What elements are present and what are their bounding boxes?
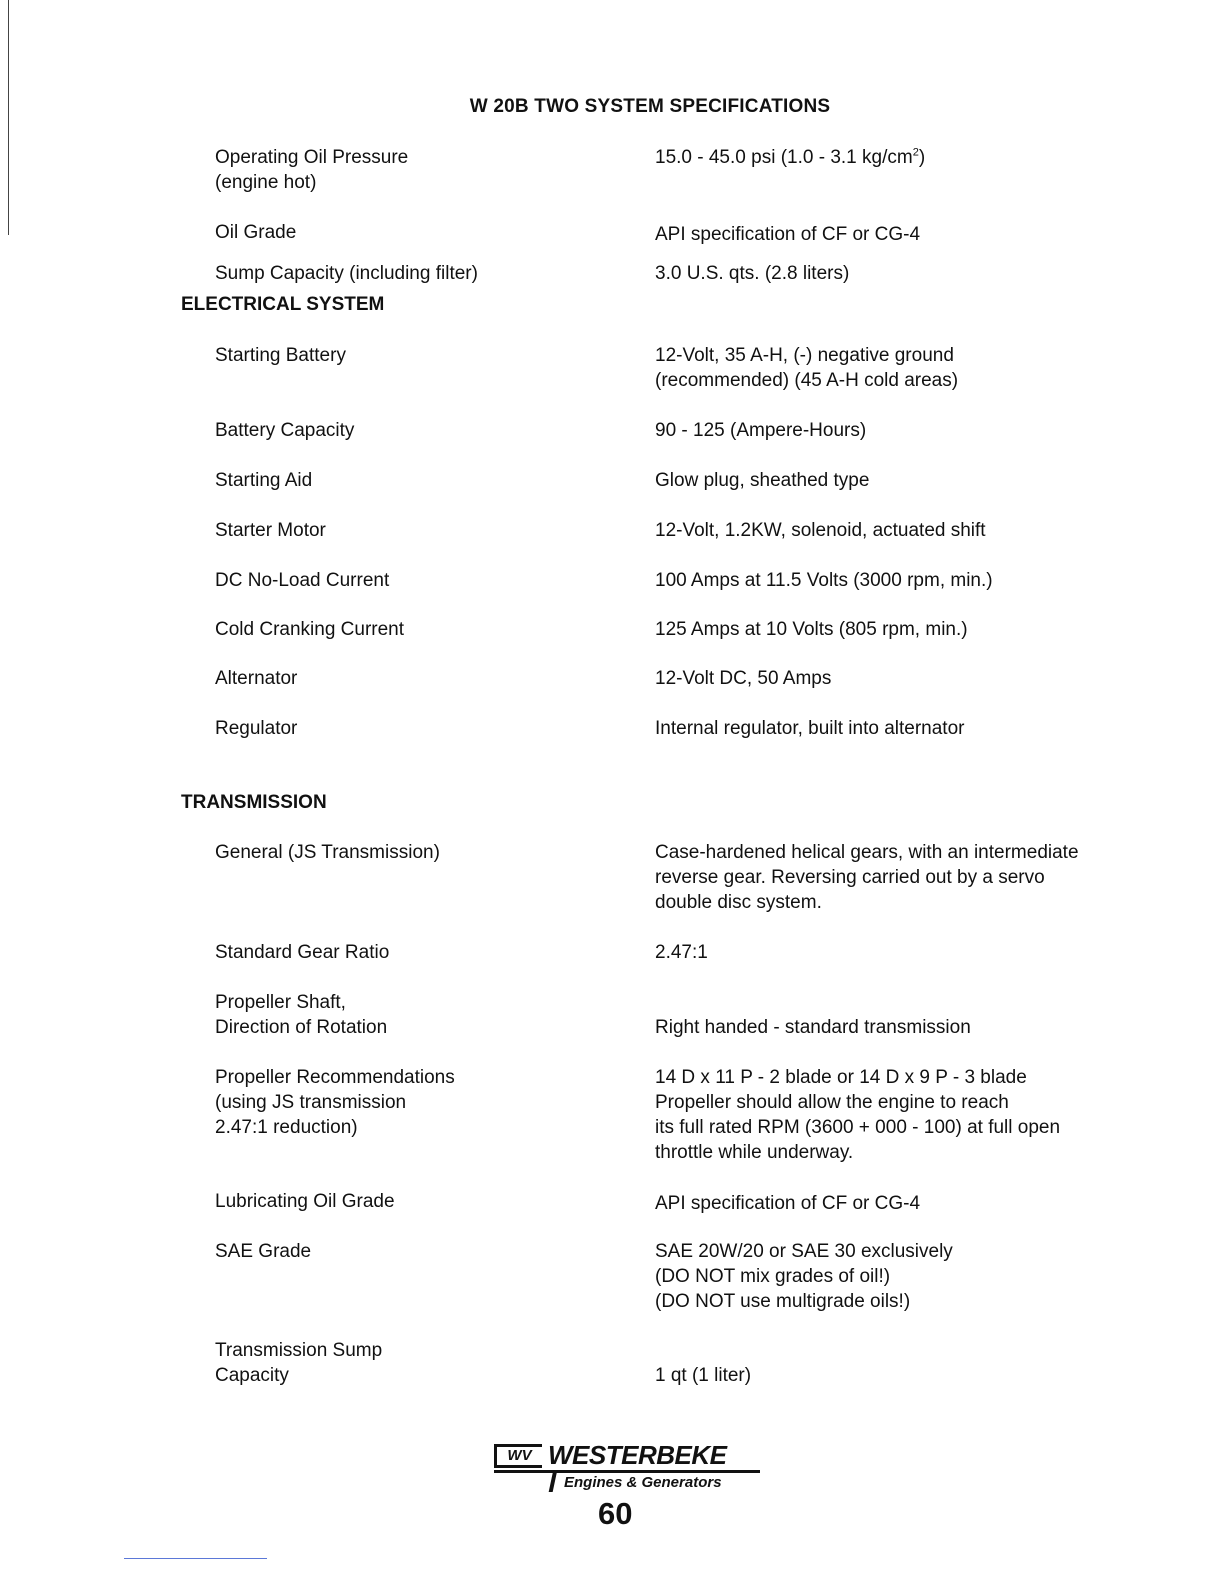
page-title: W 20B TWO SYSTEM SPECIFICATIONS bbox=[469, 96, 831, 117]
spec-label-alternator: Alternator bbox=[215, 668, 298, 689]
spec-value-starter-motor: 12-Volt, 1.2KW, solenoid, actuated shift bbox=[655, 520, 986, 541]
westerbeke-logo bbox=[494, 1438, 760, 1498]
spec-value-starting-battery: 12-Volt, 35 A-H, (-) negative ground (recommended) (45 A-H cold areas) bbox=[655, 345, 959, 391]
spec-value-alternator: 12-Volt DC, 50 Amps bbox=[655, 668, 832, 689]
spec-label-cold-cranking-current: Cold Cranking Current bbox=[215, 619, 405, 640]
section-heading-electrical: ELECTRICAL SYSTEM bbox=[181, 294, 385, 315]
bottom-divider bbox=[124, 1558, 267, 1559]
spec-label-transmission-sump-capacity: Transmission Sump Capacity bbox=[215, 1340, 383, 1386]
spec-value-cold-cranking-current: 125 Amps at 10 Volts (805 rpm, min.) bbox=[655, 619, 968, 640]
spec-value-general: Case-hardened helical gears, with an intermediate reverse gear. Reversing carried out by a servo double disc system. bbox=[655, 842, 1079, 913]
spec-value-dc-no-load-current: 100 Amps at 11.5 Volts (3000 rpm, min.) bbox=[655, 570, 993, 591]
spec-label-oil-pressure: Operating Oil Pressure (engine hot) bbox=[215, 147, 409, 193]
spec-label-starting-aid: Starting Aid bbox=[215, 470, 313, 491]
spec-value-gear-ratio: 2.47:1 bbox=[655, 942, 708, 963]
spec-label-propeller-recommendations: Propeller Recommendations (using JS transmission 2.47:1 reduction) bbox=[215, 1067, 455, 1138]
spec-value-propeller-recommendations: 14 D x 11 P - 2 blade or 14 D x 9 P - 3 blade Propeller should allow the engine to reach its full rated RPM (3600 + 000 - 100) at full open throttle while underway. bbox=[655, 1067, 1061, 1163]
spec-value-propeller-shaft: Right handed - standard transmission bbox=[655, 1017, 971, 1038]
spec-value-transmission-sump-capacity: 1 qt (1 liter) bbox=[655, 1365, 752, 1386]
spec-label-oil-grade: Oil Grade bbox=[215, 222, 297, 243]
spec-label-starting-battery: Starting Battery bbox=[215, 345, 346, 366]
spec-label-battery-capacity: Battery Capacity bbox=[215, 420, 355, 441]
logo-tagline: Engines & Generators bbox=[564, 1474, 722, 1491]
spec-value-starting-aid: Glow plug, sheathed type bbox=[655, 470, 870, 491]
spec-value-oil-grade: API specification of CF or CG-4 bbox=[655, 224, 921, 245]
spec-value-sae-grade: SAE 20W/20 or SAE 30 exclusively (DO NOT mix grades of oil!) (DO NOT use multigrade oils!) bbox=[655, 1241, 953, 1312]
logo-brand-name: WESTERBEKE bbox=[548, 1440, 727, 1470]
spec-label-sae-grade: SAE Grade bbox=[215, 1241, 312, 1262]
spec-label-gear-ratio: Standard Gear Ratio bbox=[215, 942, 390, 963]
spec-value-oil-pressure: 15.0 - 45.0 psi (1.0 - 3.1 $kg/cm^2$) bbox=[655, 146, 926, 168]
spec-label-regulator: Regulator bbox=[215, 718, 298, 739]
logo-slant-bar bbox=[549, 1470, 558, 1492]
spec-value-battery-capacity: 90 - 125 (Ampere-Hours) bbox=[655, 420, 867, 441]
logo-underline bbox=[494, 1470, 760, 1473]
spec-label-dc-no-load-current: DC No-Load Current bbox=[215, 570, 390, 591]
section-heading-transmission: TRANSMISSION bbox=[181, 792, 327, 813]
page-number: 60 bbox=[598, 1496, 633, 1531]
spec-label-lubricating-oil-grade: Lubricating Oil Grade bbox=[215, 1191, 395, 1212]
spec-value-lubricating-oil-grade: API specification of CF or CG-4 bbox=[655, 1193, 921, 1214]
spec-label-sump-capacity: Sump Capacity (including filter) bbox=[215, 263, 478, 284]
spec-label-general: General (JS Transmission) bbox=[215, 842, 440, 863]
logo-mark-icon: WV bbox=[494, 1444, 542, 1468]
spec-value-sump-capacity: 3.0 U.S. qts. (2.8 liters) bbox=[655, 263, 850, 284]
spec-value-regulator: Internal regulator, built into alternator bbox=[655, 718, 965, 739]
spec-label-starter-motor: Starter Motor bbox=[215, 520, 326, 541]
spec-label-propeller-shaft: Propeller Shaft, Direction of Rotation bbox=[215, 992, 388, 1038]
